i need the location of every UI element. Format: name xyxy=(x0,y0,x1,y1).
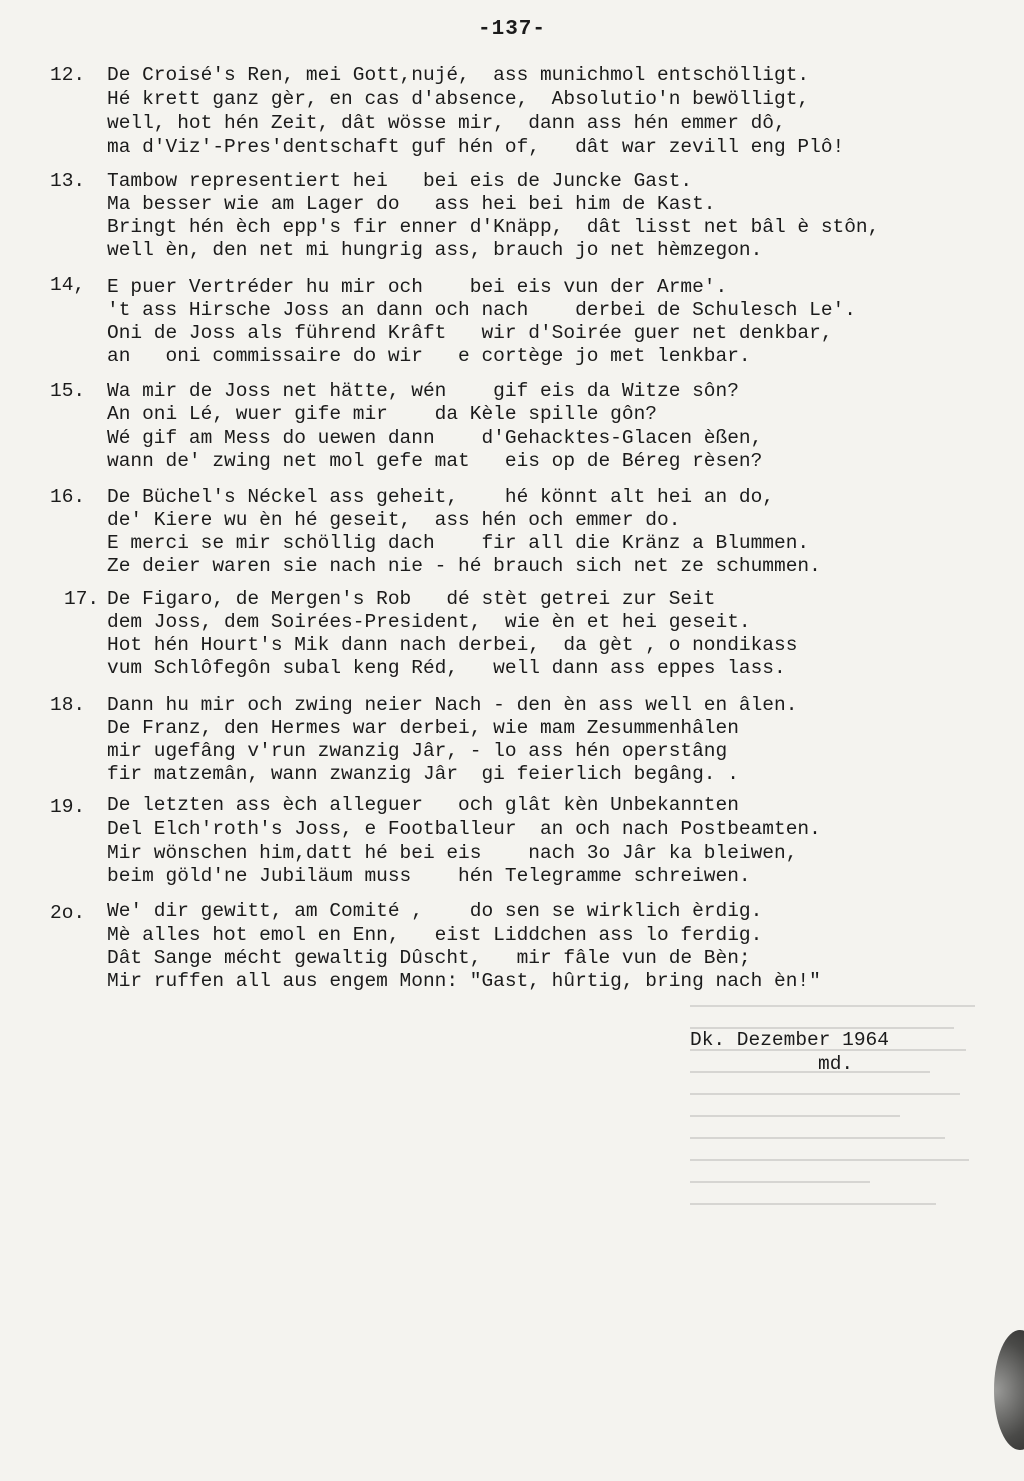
verse-line: 't ass Hirsche Joss an dann och nach derbei de Schulesch Le'. xyxy=(107,299,856,321)
stanza-number: 17. xyxy=(64,588,100,610)
verse-line: dem Joss, dem Soirées-President, wie èn et hei geseit. xyxy=(107,611,751,633)
verse-line: Wa mir de Joss net hätte, wén gif eis da Witze sôn? xyxy=(107,380,739,402)
verse-line: fir matzemân, wann zwanzig Jâr gi feierlich begâng. . xyxy=(107,763,739,785)
verse-line: Del Elch'roth's Joss, e Footballeur an och nach Postbeamten. xyxy=(107,818,821,840)
verse-line: De Büchel's Néckel ass geheit, hé könnt alt hei an do, xyxy=(107,486,775,508)
verse-line: Wé gif am Mess do uewen dann d'Gehacktes-Glacen èßen, xyxy=(107,427,763,449)
verse-line: Mir wönschen him,datt hé bei eis nach 3o Jâr ka bleiwen, xyxy=(107,842,798,864)
verse-line: Hé krett ganz gèr, en cas d'absence, Absolutio'n bewölligt, xyxy=(107,88,810,110)
verse-line: de' Kiere wu èn hé geseit, ass hén och emmer do. xyxy=(107,509,681,531)
stanza-number: 15. xyxy=(50,380,86,402)
verse-line: wann de' zwing net mol gefe mat eis op de Béreg rèsen? xyxy=(107,450,763,472)
verse-line: Bringt hén èch epp's fir enner d'Knäpp, dât lisst net bâl è stôn, xyxy=(107,216,880,238)
verse-line: We' dir gewitt, am Comité , do sen se wirklich èrdig. xyxy=(107,900,763,922)
verse-line: E puer Vertréder hu mir och bei eis vun der Arme'. xyxy=(107,276,728,298)
stanza-number: 18. xyxy=(50,694,86,716)
stanza-number: 14, xyxy=(50,274,86,296)
verse-line: Ze deier waren sie nach nie - hé brauch sich net ze schummen. xyxy=(107,555,821,577)
verse-line: beim göld'ne Jubiläum muss hén Telegramme schreiwen. xyxy=(107,865,751,887)
verse-line: ma d'Viz'-Pres'dentschaft guf hén of, dât war zevill eng Plô! xyxy=(107,136,845,158)
signature-block xyxy=(690,1028,889,1076)
binder-hole-shadow xyxy=(994,1330,1024,1450)
verse-line: Ma besser wie am Lager do ass hei bei him de Kast. xyxy=(107,193,716,215)
verse-line: Mir ruffen all aus engem Monn: "Gast, hûrtig, bring nach èn!" xyxy=(107,970,821,992)
page-number: -137- xyxy=(477,18,546,41)
verse-line: vum Schlôfegôn subal keng Réd, well dann ass eppes lass. xyxy=(107,657,786,679)
verse-line: Mè alles hot emol en Enn, eist Liddchen ass lo ferdig. xyxy=(107,924,763,946)
verse-line: De Franz, den Hermes war derbei, wie mam Zesummenhâlen xyxy=(107,717,739,739)
verse-line: De Croisé's Ren, mei Gott,nujé, ass munichmol entschölligt. xyxy=(107,64,810,86)
stanza-number: 12. xyxy=(50,64,86,86)
verse-line: well, hot hén Zeit, dât wösse mir, dann ass hén emmer dô, xyxy=(107,112,786,134)
verse-line: well èn, den net mi hungrig ass, brauch jo net hèmzegon. xyxy=(107,239,763,261)
verse-line: mir ugefâng v'run zwanzig Jâr, - lo ass hén operstâng xyxy=(107,740,728,762)
verse-line: Dann hu mir och zwing neier Nach - den èn ass well en âlen. xyxy=(107,694,798,716)
verse-line: Tambow representiert hei bei eis de Juncke Gast. xyxy=(107,170,693,192)
verse-line: De Figaro, de Mergen's Rob dé stèt getrei zur Seit xyxy=(107,588,716,610)
verse-line: De letzten ass èch alleguer och glât kèn Unbekannten xyxy=(107,794,739,816)
stanza-number: 2o. xyxy=(50,902,86,924)
verse-line: Hot hén Hourt's Mik dann nach derbei, da gèt , o nondikass xyxy=(107,634,798,656)
verse-line: Dât Sange mécht gewaltig Dûscht, mir fâle vun de Bèn; xyxy=(107,947,751,969)
signature-date: Dk. Dezember 1964 xyxy=(690,1029,889,1051)
stanza-number: 13. xyxy=(50,170,86,192)
stanza-number: 19. xyxy=(50,796,86,818)
verse-line: E merci se mir schöllig dach fir all die Kränz a Blummen. xyxy=(107,532,810,554)
stanza-number: 16. xyxy=(50,486,86,508)
signature-initials: md. xyxy=(818,1053,854,1075)
verse-line: Oni de Joss als führend Krâft wir d'Soirée guer net denkbar, xyxy=(107,322,833,344)
verse-line: An oni Lé, wuer gife mir da Kèle spille gôn? xyxy=(107,403,657,425)
verse-line: an oni commissaire do wir e cortège jo met lenkbar. xyxy=(107,345,751,367)
